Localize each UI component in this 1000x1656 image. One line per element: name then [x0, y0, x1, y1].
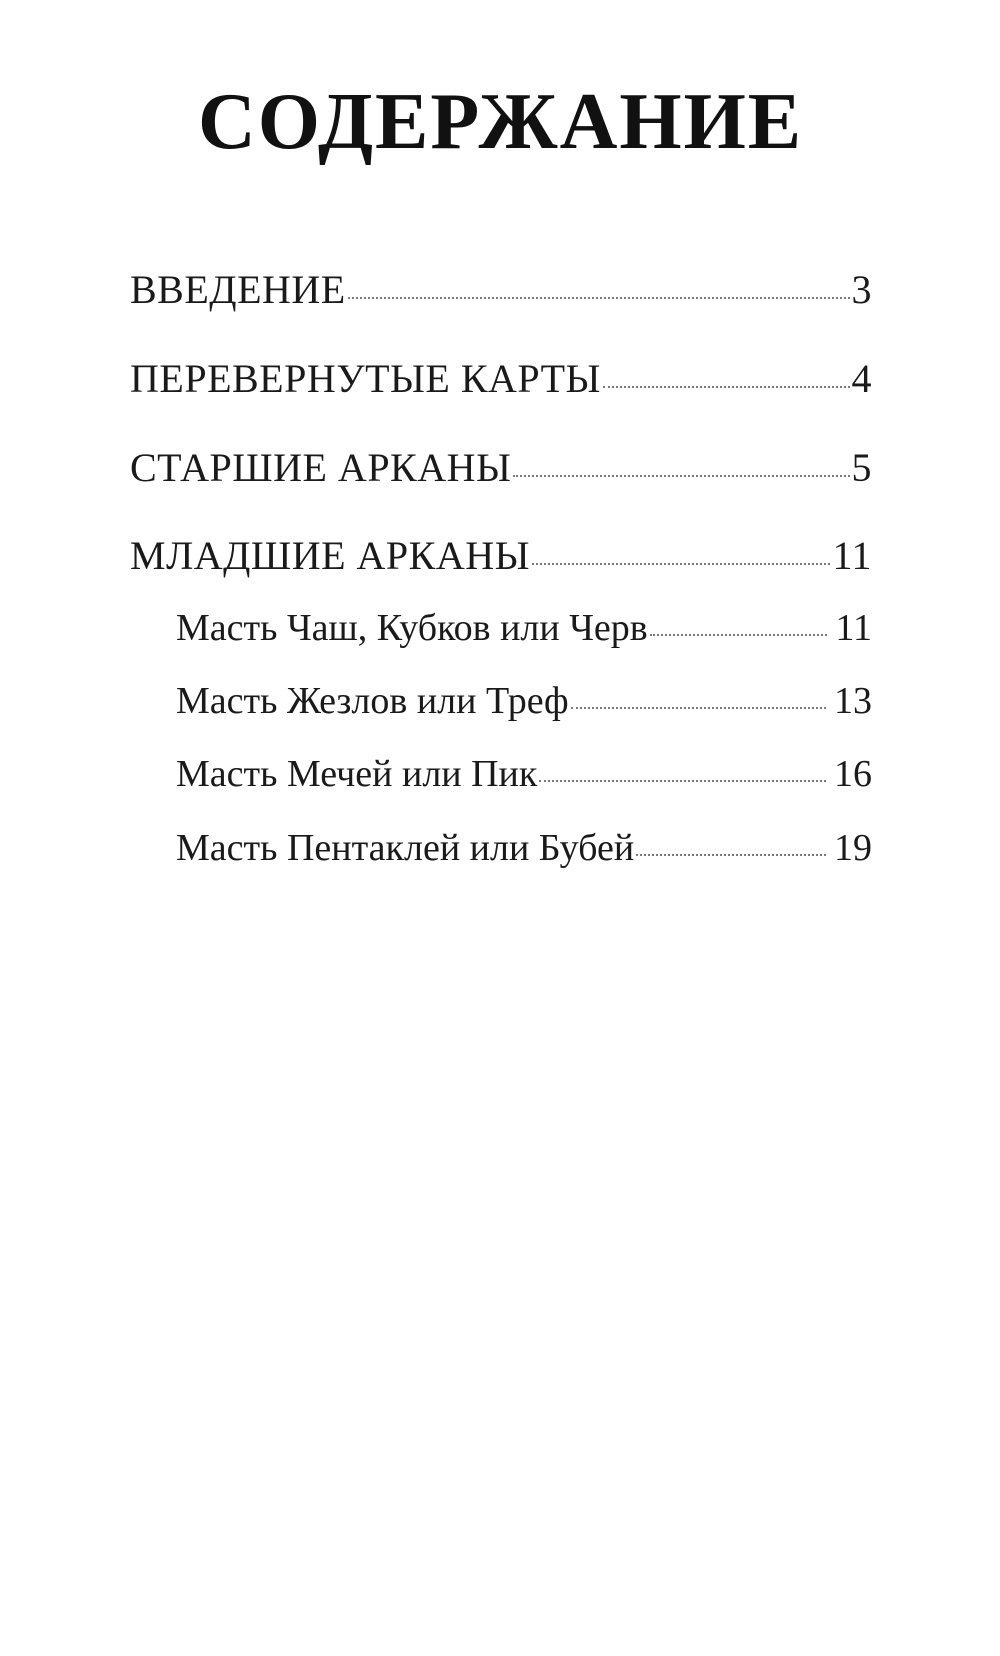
- toc-page-number: 13: [834, 680, 872, 722]
- toc-entry-label: МЛАДШИЕ АРКАНЫ: [130, 533, 531, 578]
- toc-subentry-cups[interactable]: [176, 606, 872, 650]
- toc-subentry-swords[interactable]: [176, 752, 872, 796]
- toc-entry-label: Масть Жезлов или Треф: [176, 680, 569, 722]
- page-title: СОДЕРЖАНИЕ: [198, 78, 804, 166]
- dot-leader: [513, 475, 849, 477]
- toc-entry-label: Масть Мечей или Пик: [176, 753, 538, 795]
- toc-entry-label: Масть Пентаклей или Бубей: [176, 827, 635, 869]
- dot-leader: [650, 634, 828, 636]
- toc-entry-label: Масть Чаш, Кубков или Черв: [176, 607, 648, 649]
- toc-page-number: 3: [851, 267, 872, 312]
- toc-entry-label: ВВЕДЕНИЕ: [130, 267, 346, 312]
- dot-leader: [348, 297, 850, 299]
- toc-page-number: 19: [834, 827, 872, 869]
- toc-subentry-pentacles[interactable]: [176, 826, 872, 870]
- toc-page-number: 4: [851, 356, 872, 401]
- toc-page-number: 16: [834, 753, 872, 795]
- toc-entry-minor-arcana[interactable]: [130, 532, 872, 579]
- dot-leader: [603, 386, 850, 388]
- toc-entry-introduction[interactable]: [130, 266, 872, 313]
- toc-entry-label: СТАРШИЕ АРКАНЫ: [130, 445, 512, 490]
- toc-page-number: 11: [832, 533, 872, 578]
- toc-page-number: 11: [835, 607, 872, 649]
- dot-leader: [636, 854, 826, 856]
- dot-leader: [532, 563, 830, 565]
- toc-entry-reversed-cards[interactable]: [130, 355, 872, 402]
- dot-leader: [539, 780, 826, 782]
- toc-entry-major-arcana[interactable]: [130, 444, 872, 491]
- toc-entry-label: ПЕРЕВЕРНУТЫЕ КАРТЫ: [130, 356, 601, 401]
- toc-page-number: 5: [851, 445, 872, 490]
- toc-subentry-wands[interactable]: [176, 679, 872, 723]
- dot-leader: [571, 707, 826, 709]
